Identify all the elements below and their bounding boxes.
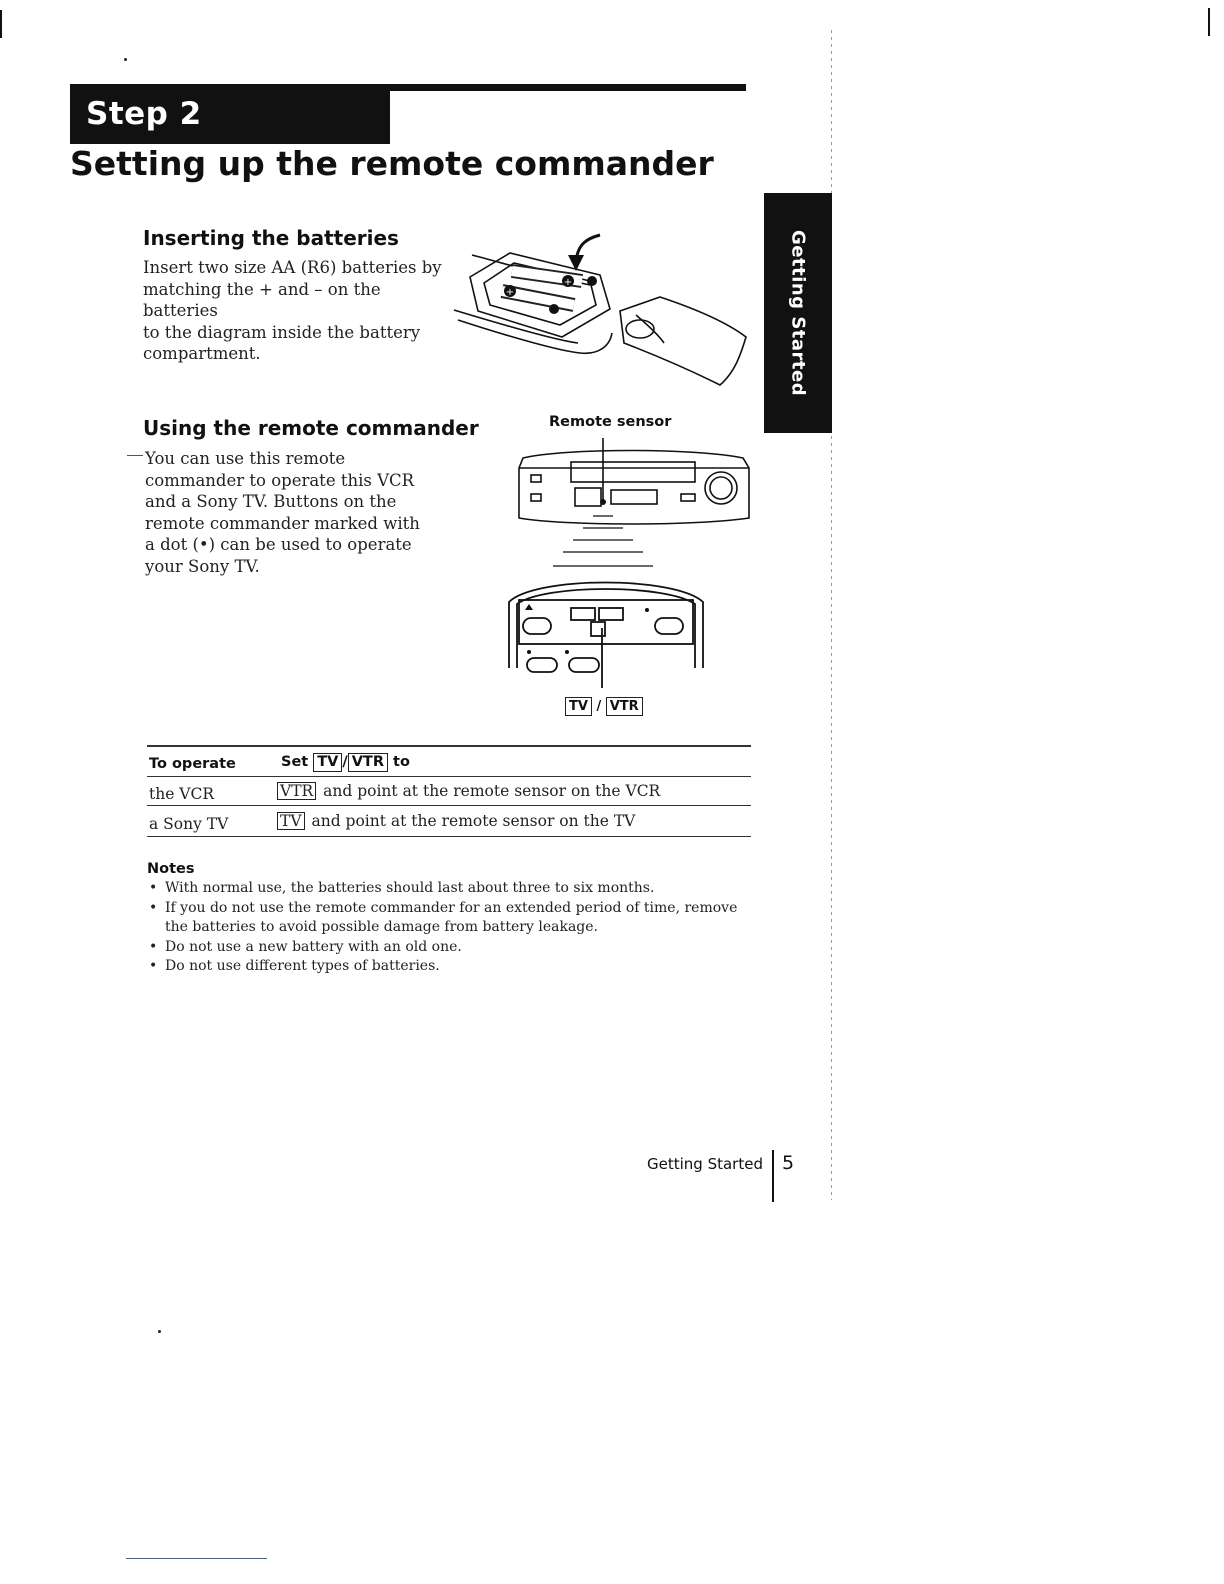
scan-edge-mark-left: [0, 10, 2, 38]
section-heading-batteries: Inserting the batteries: [143, 226, 399, 250]
table-header-to-operate: To operate: [149, 756, 236, 772]
table-row-device: a Sony TV: [149, 815, 229, 833]
footer-divider: [772, 1150, 774, 1202]
header-tv-key: TV: [313, 753, 342, 772]
table-rule-top: [147, 745, 751, 747]
chapter-tab-label-wrap: [764, 193, 832, 433]
notes-heading: Notes: [147, 861, 195, 877]
section-body-batteries: [143, 257, 453, 365]
section-body-using-remote: [145, 448, 445, 577]
step-label: Step 2: [86, 96, 202, 132]
body-line: Insert two size AA (R6) batteries by: [143, 258, 442, 277]
header-sep: /: [342, 754, 348, 770]
note-item: • Do not use a new battery with an old one.: [147, 938, 747, 958]
notes-list: [147, 879, 747, 977]
scan-dot: [124, 58, 127, 61]
tv-key: TV: [277, 812, 305, 830]
chapter-tab-label: Getting Started: [787, 229, 809, 397]
scan-underline-mark: [126, 1558, 267, 1559]
instruction-text: and point at the remote sensor on the TV: [311, 812, 636, 830]
vtr-key-label: VTR: [606, 697, 643, 716]
table-rule: [147, 776, 751, 777]
table-row-instruction: [277, 782, 660, 800]
svg-text:+: +: [505, 287, 515, 298]
scan-edge-mark-right: [1208, 8, 1210, 36]
body-line: a dot (•) can be used to operate: [145, 535, 412, 554]
table-rule: [147, 805, 751, 806]
scan-dot: [158, 1330, 161, 1333]
vtr-key: VTR: [277, 782, 316, 800]
body-line: commander to operate this VCR: [145, 470, 415, 490]
tv-key-label: TV: [565, 697, 592, 716]
remote-sensor-label: Remote sensor: [549, 414, 672, 430]
table-row-device: the VCR: [149, 785, 215, 803]
note-item: • With normal use, the batteries should last about three to six months.: [147, 879, 747, 899]
vcr-remote-illustration: [505, 432, 755, 700]
body-line: You can use this remote: [145, 449, 346, 468]
switch-separator: /: [596, 699, 602, 714]
note-item: • If you do not use the remote commander for an extended period of time, remove the batteries to avoid possible damage from battery leakage.: [147, 899, 747, 938]
tv-vtr-switch-label: [565, 697, 643, 716]
header-set-word: Set: [281, 754, 309, 770]
body-line: and a Sony TV. Buttons on the: [145, 492, 397, 511]
table-row-instruction: [277, 812, 635, 830]
page-number: 5: [782, 1152, 795, 1174]
body-line: to the diagram inside the battery: [143, 322, 421, 342]
table-rule-bottom: [147, 836, 751, 837]
header-vtr-key: VTR: [348, 753, 388, 772]
body-line: compartment.: [143, 344, 261, 363]
section-heading-using-remote: Using the remote commander: [143, 416, 479, 440]
svg-text:+: +: [563, 277, 573, 288]
table-header-set: [281, 753, 410, 772]
body-line: your Sony TV.: [145, 556, 260, 576]
page-title: Setting up the remote commander: [70, 144, 714, 183]
instruction-text: and point at the remote sensor on the VCR: [323, 782, 661, 800]
scan-mark: [127, 455, 143, 456]
header-to-word: to: [393, 754, 410, 770]
note-item: • Do not use different types of batteries.: [147, 957, 747, 977]
body-line: remote commander marked with: [145, 513, 420, 533]
body-line: matching the + and – on the batteries: [143, 279, 381, 320]
footer-section-name: Getting Started: [647, 1155, 763, 1173]
battery-insertion-illustration: [450, 225, 755, 390]
